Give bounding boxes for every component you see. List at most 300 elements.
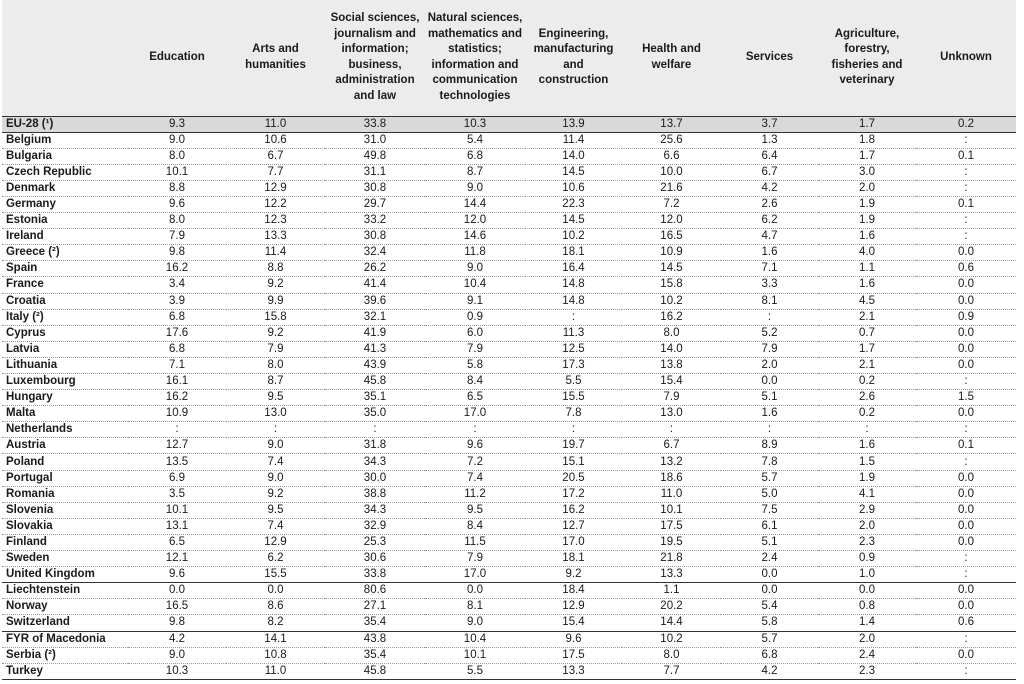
table-cell: : <box>622 422 721 438</box>
row-label: Liechtenstein <box>2 583 128 599</box>
table-cell: 17.0 <box>525 534 622 550</box>
table-cell: 15.4 <box>525 615 622 631</box>
table-cell: 12.9 <box>226 534 325 550</box>
table-cell: 9.2 <box>226 325 325 341</box>
table-cell: 18.6 <box>622 470 721 486</box>
row-label: Spain <box>2 261 128 277</box>
table-cell: 11.4 <box>226 245 325 261</box>
table-cell: 1.0 <box>818 567 916 583</box>
table-cell: 13.3 <box>226 229 325 245</box>
table-cell: 33.8 <box>325 116 425 132</box>
table-row <box>2 663 1016 679</box>
table-cell: 20.5 <box>525 470 622 486</box>
table-cell: 13.7 <box>622 116 721 132</box>
table-cell: 11.4 <box>525 132 622 148</box>
table-cell: : <box>325 422 425 438</box>
row-label: Slovakia <box>2 518 128 534</box>
table-row <box>2 164 1016 180</box>
table-cell: 2.6 <box>818 390 916 406</box>
table-cell: 10.1 <box>425 647 525 663</box>
table-cell: 5.2 <box>721 325 818 341</box>
table-row <box>2 261 1016 277</box>
table-cell: 2.6 <box>721 196 818 212</box>
table-cell: 13.9 <box>525 116 622 132</box>
table-cell: 9.0 <box>226 470 325 486</box>
table-cell: 1.5 <box>916 390 1016 406</box>
table-cell: 38.8 <box>325 486 425 502</box>
table-cell: 18.4 <box>525 583 622 599</box>
table-cell: 0.9 <box>916 309 1016 325</box>
table-cell: 10.0 <box>622 164 721 180</box>
row-label: Serbia (²) <box>2 647 128 663</box>
table-row <box>2 551 1016 567</box>
aggregate-row <box>2 116 1016 132</box>
header-row <box>2 0 1016 116</box>
table-cell: 6.2 <box>721 213 818 229</box>
row-label: Bulgaria <box>2 148 128 164</box>
row-label: Latvia <box>2 341 128 357</box>
table-cell: 0.0 <box>916 583 1016 599</box>
table-cell: 10.9 <box>128 406 226 422</box>
row-label: Slovenia <box>2 502 128 518</box>
table-cell: 11.5 <box>425 534 525 550</box>
table-cell: 6.6 <box>622 148 721 164</box>
table-cell: 35.1 <box>325 390 425 406</box>
table-cell: 6.8 <box>425 148 525 164</box>
table-row <box>2 567 1016 583</box>
table-cell: 1.7 <box>818 341 916 357</box>
table-cell: 11.0 <box>622 486 721 502</box>
table-cell: 16.2 <box>622 309 721 325</box>
table-cell: 3.9 <box>128 293 226 309</box>
table-cell: 11.0 <box>226 116 325 132</box>
row-label: Norway <box>2 599 128 615</box>
table-cell: 8.8 <box>128 180 226 196</box>
table-cell: 10.2 <box>622 631 721 647</box>
table-cell: : <box>916 454 1016 470</box>
row-label: France <box>2 277 128 293</box>
row-label: Malta <box>2 406 128 422</box>
table-cell: : <box>916 374 1016 390</box>
table-cell: : <box>916 180 1016 196</box>
table-cell: 9.5 <box>425 502 525 518</box>
column-header-7: Services <box>721 0 818 116</box>
table-cell: : <box>916 551 1016 567</box>
table-cell: 17.5 <box>622 518 721 534</box>
table-cell: 10.6 <box>226 132 325 148</box>
table-cell: 1.3 <box>721 132 818 148</box>
table-row <box>2 229 1016 245</box>
table-cell: : <box>128 422 226 438</box>
table-cell: 8.7 <box>226 374 325 390</box>
table-cell: 0.0 <box>916 293 1016 309</box>
column-header-6: Health and welfare <box>622 0 721 116</box>
table-cell: 13.5 <box>128 454 226 470</box>
table-cell: 7.1 <box>128 357 226 373</box>
table-cell: 9.1 <box>425 293 525 309</box>
table-cell: 14.8 <box>525 277 622 293</box>
table-cell: 20.2 <box>622 599 721 615</box>
table-cell: 6.8 <box>128 341 226 357</box>
table-cell: 10.8 <box>226 647 325 663</box>
table-cell: 6.4 <box>721 148 818 164</box>
row-label: Italy (²) <box>2 309 128 325</box>
table-cell: 6.8 <box>721 647 818 663</box>
table-cell: 14.8 <box>525 293 622 309</box>
table-cell: 1.9 <box>818 196 916 212</box>
table-cell: : <box>916 631 1016 647</box>
table-cell: 13.1 <box>128 518 226 534</box>
table-cell: 1.4 <box>818 615 916 631</box>
table-cell: 7.4 <box>226 518 325 534</box>
table-cell: 30.6 <box>325 551 425 567</box>
table-cell: : <box>721 309 818 325</box>
table-cell: 2.0 <box>818 180 916 196</box>
table-cell: 33.2 <box>325 213 425 229</box>
table-cell: 7.7 <box>226 164 325 180</box>
table-cell: 8.4 <box>425 518 525 534</box>
table-cell: 17.0 <box>425 567 525 583</box>
table-cell: 43.9 <box>325 357 425 373</box>
row-label: Croatia <box>2 293 128 309</box>
table-cell: 16.5 <box>128 599 226 615</box>
table-cell: 80.6 <box>325 583 425 599</box>
table-cell: 1.6 <box>721 406 818 422</box>
row-label: United Kingdom <box>2 567 128 583</box>
table-cell: 0.0 <box>916 599 1016 615</box>
table-cell: : <box>916 663 1016 679</box>
table-row <box>2 277 1016 293</box>
table-cell: 2.9 <box>818 502 916 518</box>
column-header-1: Education <box>128 0 226 116</box>
table-cell: 0.1 <box>916 196 1016 212</box>
table-cell: 15.8 <box>226 309 325 325</box>
table-cell: 14.6 <box>425 229 525 245</box>
table-cell: 12.3 <box>226 213 325 229</box>
table-cell: 25.3 <box>325 534 425 550</box>
table-cell: 0.0 <box>916 357 1016 373</box>
table-row <box>2 486 1016 502</box>
row-label: Luxembourg <box>2 374 128 390</box>
table-cell: 7.5 <box>721 502 818 518</box>
table-cell: 8.1 <box>721 293 818 309</box>
column-header-9: Unknown <box>916 0 1016 116</box>
row-label: Belgium <box>2 132 128 148</box>
table-cell: 41.9 <box>325 325 425 341</box>
row-label: Czech Republic <box>2 164 128 180</box>
table-row <box>2 180 1016 196</box>
table-cell: 19.7 <box>525 438 622 454</box>
table-cell: 0.0 <box>916 245 1016 261</box>
row-label: Cyprus <box>2 325 128 341</box>
table-cell: 4.2 <box>721 180 818 196</box>
table-cell: 8.2 <box>226 615 325 631</box>
table-cell: 4.1 <box>818 486 916 502</box>
table-cell: 10.2 <box>525 229 622 245</box>
table-cell: 10.4 <box>425 277 525 293</box>
table-cell: 8.0 <box>622 325 721 341</box>
table-cell: 9.0 <box>128 132 226 148</box>
table-cell: 0.0 <box>425 583 525 599</box>
table-cell: 0.0 <box>721 567 818 583</box>
table-cell: 15.8 <box>622 277 721 293</box>
table-row <box>2 245 1016 261</box>
table-cell: 8.8 <box>226 261 325 277</box>
table-cell: 7.2 <box>622 196 721 212</box>
table-header <box>2 0 1016 116</box>
column-header-country <box>2 0 128 116</box>
table-cell: 1.6 <box>818 229 916 245</box>
table-cell: 18.1 <box>525 245 622 261</box>
table-cell: 11.2 <box>425 486 525 502</box>
table-body <box>2 116 1016 679</box>
table-cell: 9.0 <box>226 438 325 454</box>
table-row <box>2 631 1016 647</box>
table-cell: 10.4 <box>425 631 525 647</box>
row-label: Turkey <box>2 663 128 679</box>
table-cell: 0.1 <box>916 438 1016 454</box>
table-cell: 10.2 <box>622 293 721 309</box>
table-cell: 7.4 <box>226 454 325 470</box>
table-cell: 9.2 <box>226 277 325 293</box>
table-cell: : <box>916 422 1016 438</box>
table-cell: 4.7 <box>721 229 818 245</box>
table-cell: 1.8 <box>818 132 916 148</box>
table-cell: 0.0 <box>916 341 1016 357</box>
table-cell: 4.2 <box>721 663 818 679</box>
table-row <box>2 132 1016 148</box>
column-header-3: Social sciences, journalism and information; business, administration and law <box>325 0 425 116</box>
table-cell: 2.3 <box>818 663 916 679</box>
table-cell: 5.8 <box>425 357 525 373</box>
table-cell: 12.9 <box>525 599 622 615</box>
table-cell: 9.0 <box>425 180 525 196</box>
table-row <box>2 325 1016 341</box>
row-label: Romania <box>2 486 128 502</box>
table-row <box>2 357 1016 373</box>
table-cell: 1.6 <box>818 438 916 454</box>
table-cell: 1.7 <box>818 148 916 164</box>
table-cell: 9.2 <box>226 486 325 502</box>
table-cell: 1.6 <box>818 277 916 293</box>
table-cell: 10.9 <box>622 245 721 261</box>
table-cell: 15.4 <box>622 374 721 390</box>
row-label: Ireland <box>2 229 128 245</box>
table-cell: 17.3 <box>525 357 622 373</box>
table-cell: 0.0 <box>916 470 1016 486</box>
table-cell: 3.7 <box>721 116 818 132</box>
table-cell: 7.9 <box>622 390 721 406</box>
table-row <box>2 438 1016 454</box>
table-row <box>2 470 1016 486</box>
table-cell: 14.5 <box>525 213 622 229</box>
table-row <box>2 647 1016 663</box>
table-cell: 9.5 <box>226 502 325 518</box>
data-table <box>2 0 1016 680</box>
table-cell: 10.3 <box>425 116 525 132</box>
table-cell: 7.9 <box>721 341 818 357</box>
table-cell: 5.8 <box>721 615 818 631</box>
table-cell: 0.0 <box>916 647 1016 663</box>
table-cell: 0.2 <box>818 406 916 422</box>
table-cell: 13.2 <box>622 454 721 470</box>
table-cell: 16.5 <box>622 229 721 245</box>
table-cell: : <box>226 422 325 438</box>
table-cell: 16.4 <box>525 261 622 277</box>
table-cell: 7.4 <box>425 470 525 486</box>
table-cell: 8.9 <box>721 438 818 454</box>
table-cell: 9.0 <box>425 261 525 277</box>
table-cell: 0.0 <box>916 534 1016 550</box>
table-row <box>2 406 1016 422</box>
table-cell: 5.1 <box>721 390 818 406</box>
column-header-2: Arts and humanities <box>226 0 325 116</box>
table-cell: 8.4 <box>425 374 525 390</box>
table-cell: 1.5 <box>818 454 916 470</box>
table-cell: 0.0 <box>818 583 916 599</box>
table-cell: 2.3 <box>818 534 916 550</box>
table-cell: 9.3 <box>128 116 226 132</box>
table-cell: 13.3 <box>622 567 721 583</box>
table-cell: 1.6 <box>721 245 818 261</box>
table-cell: 9.6 <box>128 196 226 212</box>
table-row <box>2 534 1016 550</box>
row-label: Sweden <box>2 551 128 567</box>
table-cell: 15.5 <box>525 390 622 406</box>
table-cell: 0.0 <box>128 583 226 599</box>
table-cell: 3.3 <box>721 277 818 293</box>
table-cell: 14.5 <box>525 164 622 180</box>
table-cell: 7.2 <box>425 454 525 470</box>
table-cell: 0.0 <box>226 583 325 599</box>
table-row <box>2 196 1016 212</box>
row-label: Denmark <box>2 180 128 196</box>
table-cell: : <box>721 422 818 438</box>
table-cell: 5.5 <box>525 374 622 390</box>
table-cell: 0.1 <box>916 148 1016 164</box>
table-cell: 5.1 <box>721 534 818 550</box>
table-row <box>2 341 1016 357</box>
table-cell: 35.0 <box>325 406 425 422</box>
table-cell: 15.1 <box>525 454 622 470</box>
table-cell: 11.0 <box>226 663 325 679</box>
table-cell: 49.8 <box>325 148 425 164</box>
table-cell: 29.7 <box>325 196 425 212</box>
table-cell: 30.8 <box>325 180 425 196</box>
table-cell: 1.1 <box>818 261 916 277</box>
table-cell: 13.8 <box>622 357 721 373</box>
table-cell: 45.8 <box>325 663 425 679</box>
table-row <box>2 615 1016 631</box>
table-cell: 7.7 <box>622 663 721 679</box>
table-cell: 2.0 <box>721 357 818 373</box>
table-cell: 5.7 <box>721 631 818 647</box>
table-cell: 0.0 <box>916 325 1016 341</box>
table-cell: 12.0 <box>622 213 721 229</box>
table-cell: 16.2 <box>128 390 226 406</box>
table-cell: 30.8 <box>325 229 425 245</box>
table-cell: 9.8 <box>128 245 226 261</box>
table-row <box>2 148 1016 164</box>
table-cell: 12.1 <box>128 551 226 567</box>
table-cell: 8.7 <box>425 164 525 180</box>
table-cell: 6.0 <box>425 325 525 341</box>
table-cell: 31.8 <box>325 438 425 454</box>
table-cell: 15.5 <box>226 567 325 583</box>
data-table-container <box>2 0 1016 680</box>
table-cell: 35.4 <box>325 615 425 631</box>
table-cell: 9.2 <box>525 567 622 583</box>
table-cell: 8.0 <box>128 148 226 164</box>
row-label: Estonia <box>2 213 128 229</box>
table-cell: 3.4 <box>128 277 226 293</box>
table-cell: 0.0 <box>916 518 1016 534</box>
table-cell: 5.0 <box>721 486 818 502</box>
table-cell: 6.8 <box>128 309 226 325</box>
table-cell: 19.5 <box>622 534 721 550</box>
table-cell: 0.0 <box>721 374 818 390</box>
table-cell: 6.7 <box>721 164 818 180</box>
table-cell: 25.6 <box>622 132 721 148</box>
table-cell: : <box>525 309 622 325</box>
row-label: Austria <box>2 438 128 454</box>
table-cell: 12.5 <box>525 341 622 357</box>
table-cell: 7.9 <box>425 341 525 357</box>
table-cell: : <box>425 422 525 438</box>
table-cell: 0.0 <box>916 406 1016 422</box>
table-cell: : <box>916 567 1016 583</box>
table-cell: 0.2 <box>916 116 1016 132</box>
row-label: Hungary <box>2 390 128 406</box>
table-cell: 0.0 <box>721 583 818 599</box>
table-cell: 3.5 <box>128 486 226 502</box>
table-cell: 6.5 <box>128 534 226 550</box>
table-row <box>2 293 1016 309</box>
row-label: Germany <box>2 196 128 212</box>
table-cell: 13.3 <box>525 663 622 679</box>
table-row <box>2 583 1016 599</box>
table-cell: 14.5 <box>622 261 721 277</box>
table-row <box>2 502 1016 518</box>
table-cell: 7.9 <box>425 551 525 567</box>
table-cell: 9.8 <box>128 615 226 631</box>
row-label: Switzerland <box>2 615 128 631</box>
table-cell: 0.6 <box>916 615 1016 631</box>
table-cell: 2.4 <box>721 551 818 567</box>
table-cell: 5.7 <box>721 470 818 486</box>
table-cell: 34.3 <box>325 502 425 518</box>
table-cell: 7.1 <box>721 261 818 277</box>
table-cell: 14.4 <box>622 615 721 631</box>
table-cell: 1.9 <box>818 470 916 486</box>
table-cell: 21.8 <box>622 551 721 567</box>
table-cell: 6.7 <box>226 148 325 164</box>
table-cell: 8.6 <box>226 599 325 615</box>
table-cell: 8.0 <box>128 213 226 229</box>
row-label: Portugal <box>2 470 128 486</box>
table-cell: 8.0 <box>226 357 325 373</box>
table-cell: 2.0 <box>818 518 916 534</box>
table-row <box>2 454 1016 470</box>
table-row <box>2 422 1016 438</box>
table-cell: 0.6 <box>916 261 1016 277</box>
table-cell: 11.8 <box>425 245 525 261</box>
table-cell: 12.7 <box>128 438 226 454</box>
column-header-5: Engineering, manufacturing and construction <box>525 0 622 116</box>
table-cell: 41.3 <box>325 341 425 357</box>
table-cell: 6.5 <box>425 390 525 406</box>
table-cell: 4.0 <box>818 245 916 261</box>
